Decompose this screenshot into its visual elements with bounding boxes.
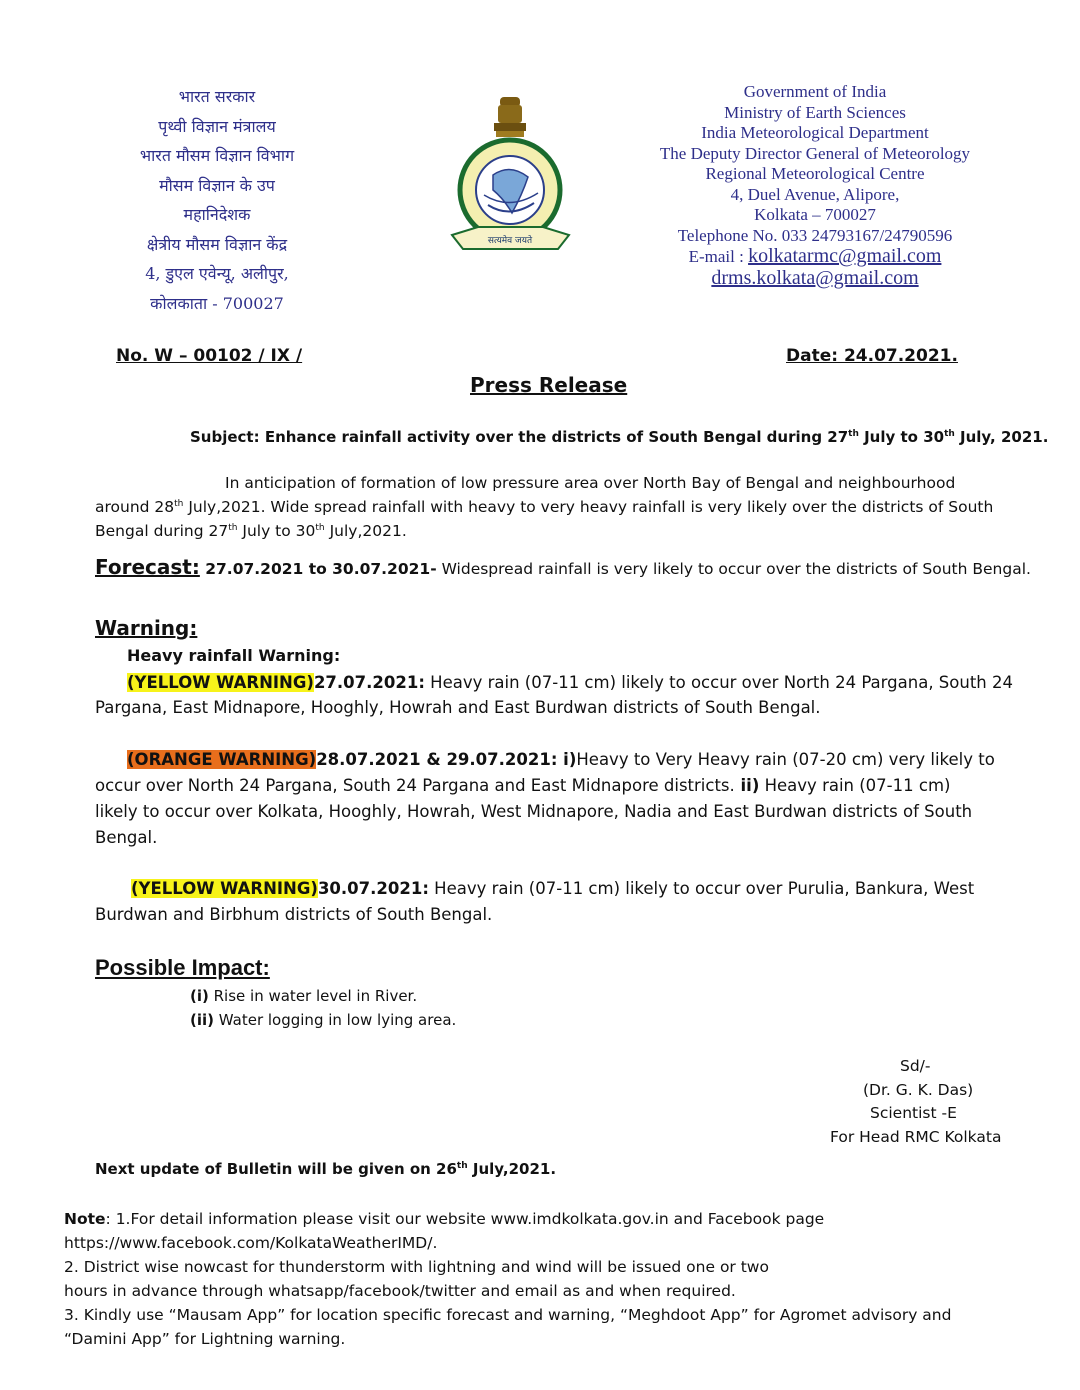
intro-line: In anticipation of formation of low pressure area over North Bay of Bengal and neighbourhood: [225, 474, 956, 492]
page-title: Press Release: [470, 373, 628, 397]
intro-line: [95, 495, 1020, 519]
signature-name: (Dr. G. K. Das): [863, 1080, 974, 1099]
yellow-warning-tag: (YELLOW WARNING): [131, 879, 318, 898]
note-text: 2. District wise nowcast for thunderstorm with lightning and wind will be issued one or two: [64, 1258, 769, 1276]
english-line: India Meteorological Department: [701, 123, 929, 142]
note-label: Note: [64, 1210, 106, 1228]
intro-paragraph: [95, 471, 1020, 543]
email-label: E-mail :: [688, 247, 744, 266]
date: Date: 24.07.2021.: [786, 346, 958, 366]
warning-text: Burdwan and Birbhum districts of South Bengal.: [95, 905, 493, 924]
yellow-warning-tag: (YELLOW WARNING): [127, 673, 314, 692]
hindi-line: कोलकाता - 700027: [150, 293, 284, 313]
intro-sup: th: [315, 522, 325, 533]
signature-for: For Head RMC Kolkata: [830, 1127, 1002, 1146]
email-link-2[interactable]: drms.kolkata@gmail.com: [711, 266, 919, 289]
imd-emblem: [448, 95, 573, 260]
intro-text: July,2021. Wide spread rainfall with heavy to very heavy rainfall is very likely over the districts of South: [183, 498, 994, 516]
hindi-line: मौसम विज्ञान के उप: [159, 175, 275, 195]
next-update-text: Next update of Bulletin will be given on 26: [95, 1160, 457, 1178]
orange-warning-tag: (ORANGE WARNING): [127, 750, 317, 769]
warning-2: [95, 747, 1035, 851]
impact-heading: Possible Impact:: [95, 955, 270, 980]
note-text: hours in advance through whatsapp/facebook/twitter and email as and when required.: [64, 1282, 736, 1300]
signature-sd: Sd/-: [900, 1057, 931, 1075]
english-line: Government of India: [743, 82, 887, 101]
warning-date: 30.07.2021:: [317, 879, 429, 898]
warning-text: Heavy to Very Heavy rain (07-20 cm) very likely to: [576, 750, 995, 769]
hindi-line: भारत सरकार: [178, 87, 256, 106]
impact-num: (i): [190, 987, 209, 1005]
subject-mid: July to 30: [858, 428, 945, 446]
warning-text: Bengal.: [95, 828, 158, 847]
warning-text: Pargana, East Midnapore, Hooghly, Howrah and East Burdwan districts of South Bengal.: [95, 698, 821, 717]
note-text: 3. Kindly use “Mausam App” for location specific forecast and warning, “Meghdoot App” for Agromet advisory and: [64, 1306, 952, 1324]
warning-date: 27.07.2021:: [313, 673, 425, 692]
english-line: Kolkata – 700027: [754, 205, 876, 224]
warning-text: Heavy rain (07-11 cm) likely to occur over North 24 Pargana, South 24: [424, 673, 1013, 692]
english-line: Telephone No. 033 24793167/24790596: [677, 225, 953, 245]
impact-list: [190, 984, 456, 1032]
email-row: [610, 246, 1020, 268]
warning-text: occur over North 24 Pargana, South 24 Pargana and East Midnapore districts.: [95, 776, 735, 795]
intro-text: around 28: [95, 498, 175, 516]
english-line: Regional Meteorological Centre: [705, 164, 925, 183]
subject-sup: th: [848, 429, 859, 439]
next-update: [95, 1160, 556, 1178]
forecast-label: Forecast:: [95, 555, 200, 579]
note-text: “Damini App” for Lightning warning.: [64, 1330, 346, 1348]
email-link-1[interactable]: kolkatarmc@gmail.com: [748, 245, 942, 267]
intro-sup: th: [228, 522, 238, 533]
subject-prefix: Subject: Enhance rainfall activity over the districts of South Bengal during 27: [190, 428, 849, 446]
english-line: The Deputy Director General of Meteorology: [659, 143, 971, 163]
warning-date: 28.07.2021 & 29.07.2021:: [316, 750, 558, 769]
warning-text: Heavy rain (07-11 cm) likely to occur over Purulia, Bankura, West: [428, 879, 975, 898]
reference-number: No. W – 00102 / IX /: [116, 346, 303, 366]
list-item: [190, 984, 456, 1008]
subject-sup: th: [944, 429, 955, 439]
email-row-2: [610, 268, 1020, 290]
intro-text: July,2021.: [324, 522, 407, 540]
warning-text: likely to occur over Kolkata, Hooghly, Howrah, West Midnapore, Nadia and East Burdwan districts of South: [95, 802, 973, 821]
intro-sup: th: [174, 498, 184, 509]
emblem-motto: सत्यमेव जयते: [487, 236, 533, 246]
english-line: Ministry of Earth Sciences: [724, 102, 906, 122]
forecast-text: Widespread rainfall is very likely to occur over the districts of South Bengal.: [436, 560, 1031, 578]
hindi-line: महानिदेशक: [183, 205, 251, 224]
warning-3: [95, 876, 1035, 928]
warning-heading: Warning:: [95, 616, 198, 640]
warning-item-num: ii): [734, 776, 760, 795]
impact-text: Rise in water level in River.: [208, 987, 418, 1005]
warning-subheading: Heavy rainfall Warning:: [127, 646, 341, 665]
hindi-line: 4, डुएल एवेन्यू, अलीपुर,: [145, 264, 289, 283]
signature-block: [800, 1055, 1030, 1149]
list-item: [190, 1008, 456, 1032]
next-update-text: July,2021.: [467, 1160, 557, 1178]
intro-text: July to 30: [237, 522, 316, 540]
impact-num: (ii): [190, 1011, 214, 1029]
intro-text: Bengal during 27: [95, 522, 229, 540]
next-update-sup: th: [456, 1161, 468, 1171]
emblem-icon: [448, 95, 573, 260]
english-line: 4, Duel Avenue, Alipore,: [730, 184, 900, 204]
hindi-line: भारत मौसम विज्ञान विभाग: [139, 146, 295, 165]
hindi-line: पृथ्वी विज्ञान मंत्रालय: [158, 116, 276, 136]
subject: [190, 428, 1048, 446]
warning-item-num: i): [557, 750, 577, 769]
hindi-header: [92, 82, 342, 318]
impact-text: Water logging in low lying area.: [214, 1011, 457, 1029]
warning-text: Heavy rain (07-11 cm): [759, 776, 951, 795]
hindi-line: क्षेत्रीय मौसम विज्ञान केंद्र: [146, 234, 288, 254]
intro-line: [95, 519, 1020, 543]
forecast: [95, 555, 1031, 581]
note-text: : 1.For detail information please visit our website www.imdkolkata.gov.in and Facebook page: [105, 1210, 825, 1228]
note-block: [64, 1207, 1054, 1351]
english-header: [610, 82, 1020, 289]
forecast-dates: 27.07.2021 to 30.07.2021-: [199, 560, 437, 578]
signature-designation: Scientist -E: [870, 1104, 957, 1122]
subject-suffix: July, 2021.: [954, 428, 1049, 446]
warning-1: [95, 670, 1035, 720]
note-link[interactable]: https://www.facebook.com/KolkataWeatherIMD/.: [64, 1234, 438, 1252]
